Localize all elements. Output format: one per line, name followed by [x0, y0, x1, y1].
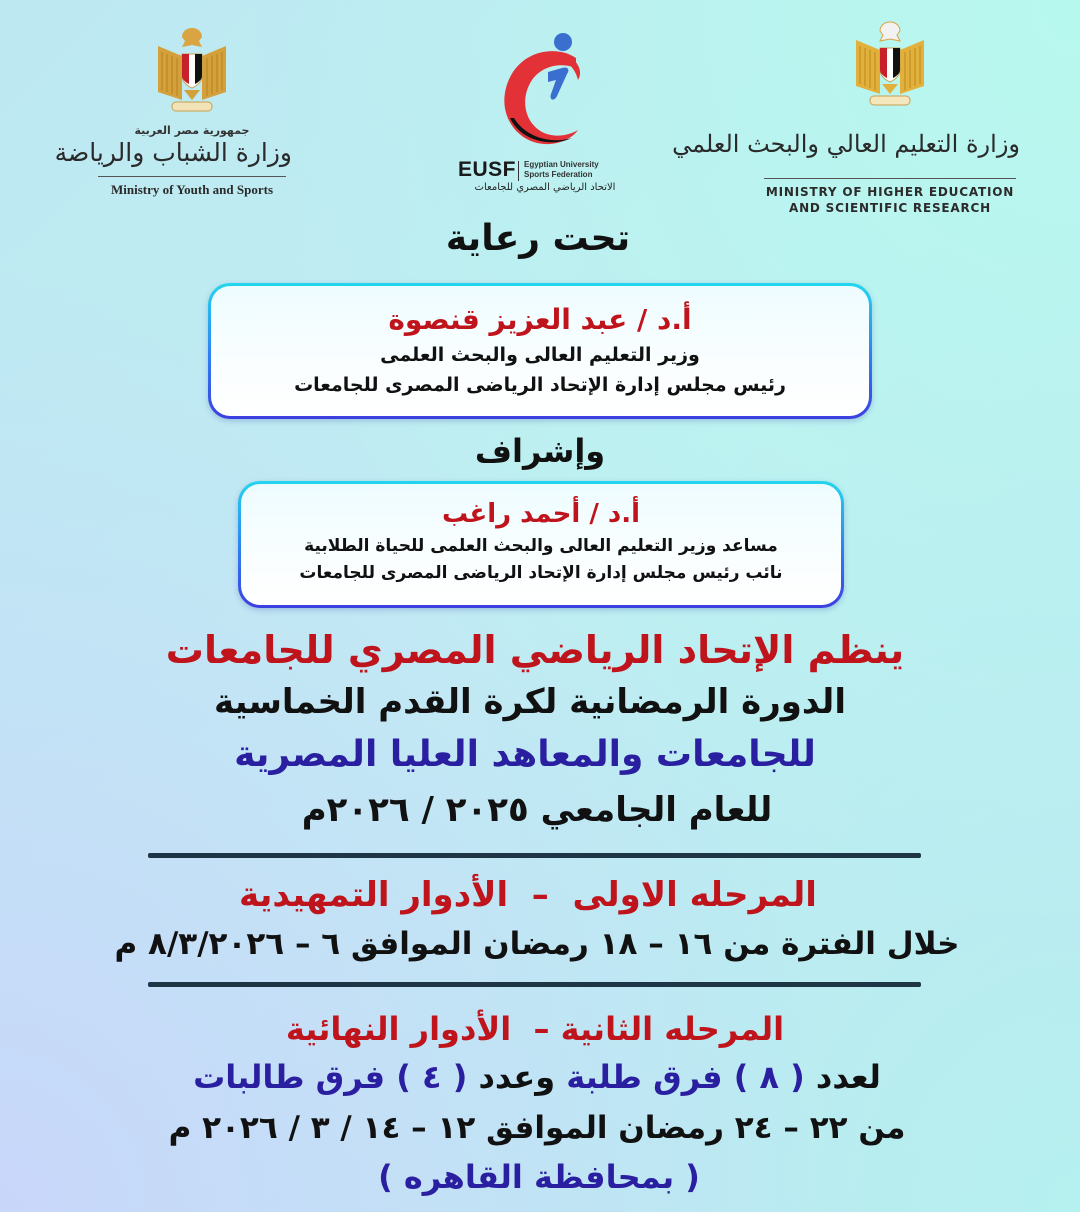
eusf-english-line2: Sports Federation — [524, 170, 593, 179]
supervision-title-line1: مساعد وزير التعليم العالى والبحث العلمى للحياة الطلابية — [304, 536, 778, 556]
audience-heading: للجامعات والمعاهد العليا المصرية — [234, 734, 816, 775]
logo-rule — [98, 176, 286, 177]
teams-female-count: ( ٤ ) — [396, 1058, 468, 1096]
stage2-location: ( بمحافظة القاهره ) — [378, 1158, 700, 1196]
logo-ministry-youth-sports — [54, 24, 292, 204]
egypt-eagle-emblem-icon — [852, 18, 928, 110]
logo-ministry-english-name: Ministry of Youth and Sports — [110, 182, 274, 197]
patronage-heading: تحت رعاية — [445, 218, 631, 259]
stage2-title: المرحله الثانية – الأدوار النهائية — [285, 1010, 785, 1048]
supervision-title-line2: نائب رئيس مجلس إدارة الإتحاد الرياضى المصرى للجامعات — [299, 563, 783, 583]
academic-year: للعام الجامعي ٢٠٢٥ / ٢٠٢٦م — [301, 790, 773, 830]
patronage-title-line1: وزير التعليم العالى والبحث العلمى — [380, 344, 700, 366]
teams-male-label: فرق طلبة — [566, 1058, 723, 1096]
stage2-dates: من ٢٢ – ٢٤ رمضان الموافق ١٢ – ١٤ / ٣ / ٢٠٢٦ م — [168, 1110, 906, 1146]
eusf-arabic-name: الاتحاد الرياضي المصري للجامعات — [474, 182, 616, 193]
egypt-eagle-emblem-icon — [154, 24, 230, 116]
patronage-card — [208, 283, 872, 419]
teams-prefix: لعدد — [815, 1058, 881, 1096]
supervision-heading: وإشراف — [474, 432, 606, 470]
eusf-english-line1: Egyptian University — [524, 160, 599, 169]
supervision-card — [238, 481, 844, 608]
supervision-name: أ.د / أحمد راغب — [441, 499, 641, 529]
logo-country-name: جمهورية مصر العربية — [134, 124, 250, 137]
eusf-acronym: EUSF — [458, 158, 517, 181]
divider-top — [148, 853, 921, 858]
eusf-divider — [518, 161, 519, 181]
logo-rule — [764, 178, 1016, 179]
logo-ministry-arabic-name: وزارة التعليم العالي والبحث العلمي — [672, 130, 1020, 158]
logo-ministry-arabic-name: وزارة الشباب والرياضة — [54, 138, 292, 167]
patronage-name: أ.د / عبد العزيز قنصوة — [388, 303, 692, 336]
logo-ministry-higher-education — [672, 18, 1020, 218]
event-title: الدورة الرمضانية لكرة القدم الخماسية — [214, 682, 846, 722]
patronage-title-line2: رئيس مجلس إدارة الإتحاد الرياضى المصرى للجامعات — [294, 374, 786, 396]
divider-bottom — [148, 982, 921, 987]
organizer-heading: ينظم الإتحاد الرياضي المصري للجامعات — [165, 628, 905, 672]
stage1-title: المرحله الاولى – الأدوار التمهيدية — [239, 875, 817, 915]
logo-ministry-english-line1: MINISTRY OF HIGHER EDUCATION — [765, 185, 1015, 199]
logo-ministry-english-line2: AND SCIENTIFIC RESEARCH — [789, 201, 991, 215]
stage1-period: خلال الفترة من ١٦ – ١٨ رمضان الموافق ٦ – ٨/٣/٢٠٢٦ م — [114, 926, 960, 962]
logo-eusf — [450, 28, 640, 198]
teams-joiner: وعدد — [478, 1058, 556, 1096]
stage2-teams — [0, 1058, 1077, 1096]
teams-female-label: فرق طالبات — [193, 1058, 386, 1096]
eusf-runner-icon — [488, 28, 598, 152]
teams-male-count: ( ٨ ) — [733, 1058, 805, 1096]
